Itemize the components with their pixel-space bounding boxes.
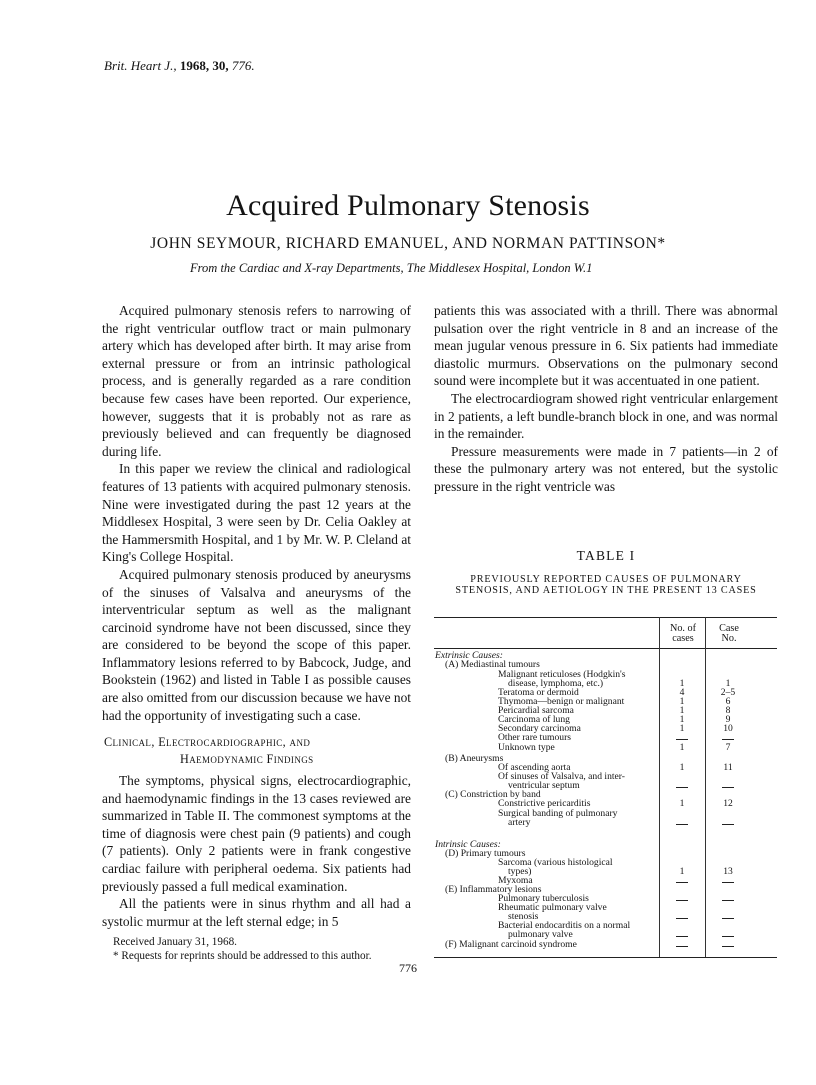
table-column-divider <box>659 617 660 957</box>
table-row-label: Thymoma—benign or malignant <box>498 696 625 707</box>
citation-volume: 30, <box>212 58 229 73</box>
article-authors: JOHN SEYMOUR, RICHARD EMANUEL, AND NORMAN PATTINSON* <box>150 235 666 252</box>
paragraph: All the patients were in sinus rhythm and all had a systolic murmur at the left sternal edge; in 5 <box>102 896 411 929</box>
table-cell-cases: 1 <box>679 762 685 773</box>
reprint-footnote: * Requests for reprints should be addressed to this author. <box>113 950 372 962</box>
table-cell-dash <box>676 824 688 825</box>
page-number: 776 <box>399 961 417 975</box>
table-cell-case-no: 9 <box>725 714 731 725</box>
table-cell-dash <box>722 918 734 919</box>
table-cell-dash <box>676 900 688 901</box>
table-row-label: Rheumatic pulmonary valve <box>498 902 607 913</box>
table-cell-case-no: 6 <box>725 696 731 707</box>
table-row-label: Myxoma <box>498 875 533 886</box>
table-top-rule <box>434 617 777 618</box>
body-column-right <box>434 302 778 496</box>
header-line: No. <box>721 633 737 644</box>
citation-journal: Brit. Heart J., <box>104 58 177 73</box>
paragraph: In this paper we review the clinical and radiological features of 13 patients with acquired pulmonary stenosis. Nine were investigated during the past 12 years at the Middlesex Hospital, 3 were seen by Dr. Celia Oakley at the Hammersmith Hospital, and 1 by Mr. W. P. Cleland at King's College Hospital. <box>102 461 411 565</box>
table-caption <box>434 574 778 596</box>
table-cell-cases: 1 <box>679 705 685 716</box>
section-heading-line: Clinical, Electrocardiographic, and <box>104 735 311 749</box>
table-row-label: Secondary carcinoma <box>498 723 581 734</box>
table-cell-dash <box>722 824 734 825</box>
citation-page: 776. <box>231 58 255 73</box>
table-cell-case-no: 1 <box>725 678 731 689</box>
table-cell-dash <box>722 787 734 788</box>
table-cell-dash <box>676 787 688 788</box>
table-row-label: (E) Inflammatory lesions <box>445 884 542 895</box>
table-cell-case-no: 12 <box>723 798 733 809</box>
body-column-left-lower <box>102 772 411 930</box>
table-row-label: Constrictive pericarditis <box>498 798 591 809</box>
table-row-label: Pericardial sarcoma <box>498 705 574 716</box>
received-date: Received January 31, 1968. <box>113 936 237 948</box>
table-cell-cases: 1 <box>679 866 685 877</box>
paragraph: The electrocardiogram showed right ventricular enlargement in 2 patients, a left bundle-branch block in one, and was normal in the remainder. <box>434 390 778 442</box>
table-row-label: stenosis <box>508 911 539 922</box>
table-cell-case-no: 13 <box>723 866 733 877</box>
table-cell-cases: 1 <box>679 696 685 707</box>
paragraph: patients this was associated with a thrill. There was abnormal pulsation over the right ventricle in 8 and an increase of the mean jugular venous pressure in 6. Six patients had immediate diastolic murmurs. Observations on the pulmonary second sound were incomplete but it was accentuated in one patient. <box>434 303 778 389</box>
header-line: cases <box>672 633 694 644</box>
journal-citation <box>104 58 255 74</box>
table-cell-case-no: 11 <box>723 762 733 773</box>
table-cell-dash <box>722 900 734 901</box>
table-bottom-rule <box>434 957 777 958</box>
paragraph: Pressure measurements were made in 7 patients—in 2 of these the pulmonary artery was not entered, but the systolic pressure in the right ventricle was <box>434 443 778 494</box>
table-row-label: Sarcoma (various histological <box>498 857 613 868</box>
table-row-label: pulmonary valve <box>508 929 573 940</box>
table-header-rule <box>434 648 777 649</box>
table-cell-dash <box>676 918 688 919</box>
table-cell-cases: 1 <box>679 714 685 725</box>
table-row-label: Unknown type <box>498 742 555 753</box>
table-cell-case-no: 10 <box>723 723 733 734</box>
table-column-divider <box>705 617 706 957</box>
table-cell-dash <box>676 739 688 740</box>
table-cell-dash <box>676 936 688 937</box>
section-heading-line: Haemodynamic Findings <box>180 752 314 766</box>
table-row-label: types) <box>508 866 532 877</box>
body-column-left <box>102 302 411 724</box>
table-row-label: Of ascending aorta <box>498 762 571 773</box>
header-line: No. of <box>669 623 697 634</box>
table-row-label: Surgical banding of pulmonary <box>498 808 618 819</box>
table-row-label: Bacterial endocarditis on a normal <box>498 920 631 931</box>
table-cell-cases: 1 <box>679 678 685 689</box>
header-line: Case <box>719 623 739 634</box>
table-caption-line: PREVIOUSLY REPORTED CAUSES OF PULMONARY <box>470 574 742 585</box>
table-cell-dash <box>722 882 734 883</box>
table-row-label: Pulmonary tuberculosis <box>498 893 589 904</box>
table-header-cases <box>661 624 705 644</box>
table-row-label: Carcinoma of lung <box>498 714 570 725</box>
table-cell-cases: 1 <box>679 742 685 753</box>
table-row-label: ventricular septum <box>508 780 580 791</box>
footnotes <box>113 935 413 963</box>
table-row-label: (C) Constriction by band <box>445 789 541 800</box>
table-row-label: Malignant reticuloses (Hodgkin's <box>498 669 626 680</box>
table-row-label: Teratoma or dermoid <box>498 687 579 698</box>
paragraph: Acquired pulmonary stenosis refers to narrowing of the right ventricular outflow tract or main pulmonary artery which has developed after birth. It may arise from external pressure or from an intrinsic pathological process, and is generally regarded as a rare condition because few cases have been reported. Our experience, however, suggests that it is probably not as rare as previously believed and can frequently be diagnosed during life. <box>102 303 411 459</box>
article-title: Acquired Pulmonary Stenosis <box>226 189 590 222</box>
table-row-label: disease, lymphoma, etc.) <box>508 678 604 689</box>
table-row-label: Intrinsic Causes: <box>435 839 501 850</box>
table-row-label: Extrinsic Causes: <box>435 650 503 661</box>
table-cell-dash <box>676 882 688 883</box>
section-heading <box>104 734 411 768</box>
table-row-label: (B) Aneurysms <box>445 753 504 764</box>
table-cell-cases: 1 <box>679 798 685 809</box>
table-cell-dash <box>722 946 734 947</box>
paragraph: Acquired pulmonary stenosis produced by aneurysms of the sinuses of Valsalva and aneurysms of the interventricular septum as well as the malignant carcinoid syndrome have not been discussed, since they are considered to be beyond the scope of this paper. Inflammatory lesions referred to by Babcock, Judge, and Bookstein (1962) and listed in Table I as possible causes are also omitted from our discussion because we have not had the opportunity of investigating such a case. <box>102 566 412 723</box>
table-cell-dash <box>722 739 734 740</box>
table-header-case-no <box>707 624 751 644</box>
table-cell-cases: 1 <box>679 723 685 734</box>
table-cell-cases: 4 <box>679 687 685 698</box>
table-cell-dash <box>676 946 688 947</box>
table-cell-case-no: 2–5 <box>720 687 736 698</box>
table-cell-case-no: 7 <box>725 742 731 753</box>
paragraph: The symptoms, physical signs, electrocardiographic, and haemodynamic findings in the 13 cases reviewed are summarized in Table II. The commonest symptoms at the time of diagnosis were chest pain (9 patients) and cough (7 patients). Only 2 patients were in frank congestive cardiac failure with peripheral oedema. Six patients had previously passed a full medical examination. <box>102 773 411 894</box>
table-caption-line: STENOSIS, AND AETIOLOGY IN THE PRESENT 13 CASES <box>455 585 757 596</box>
table-row-label: Other rare tumours <box>498 732 571 743</box>
table-row-label: artery <box>508 817 531 828</box>
table-row-label: Of sinuses of Valsalva, and inter- <box>498 771 625 782</box>
citation-year: 1968, <box>179 58 210 73</box>
article-affiliation: From the Cardiac and X-ray Departments, The Middlesex Hospital, London W.1 <box>190 261 593 275</box>
table-row-label: (A) Mediastinal tumours <box>445 659 540 670</box>
table-cell-dash <box>722 936 734 937</box>
table-row-label: (F) Malignant carcinoid syndrome <box>445 939 577 950</box>
table-row-label: (D) Primary tumours <box>445 848 526 859</box>
table-cell-case-no: 8 <box>725 705 731 716</box>
table-title: TABLE I <box>576 548 636 563</box>
